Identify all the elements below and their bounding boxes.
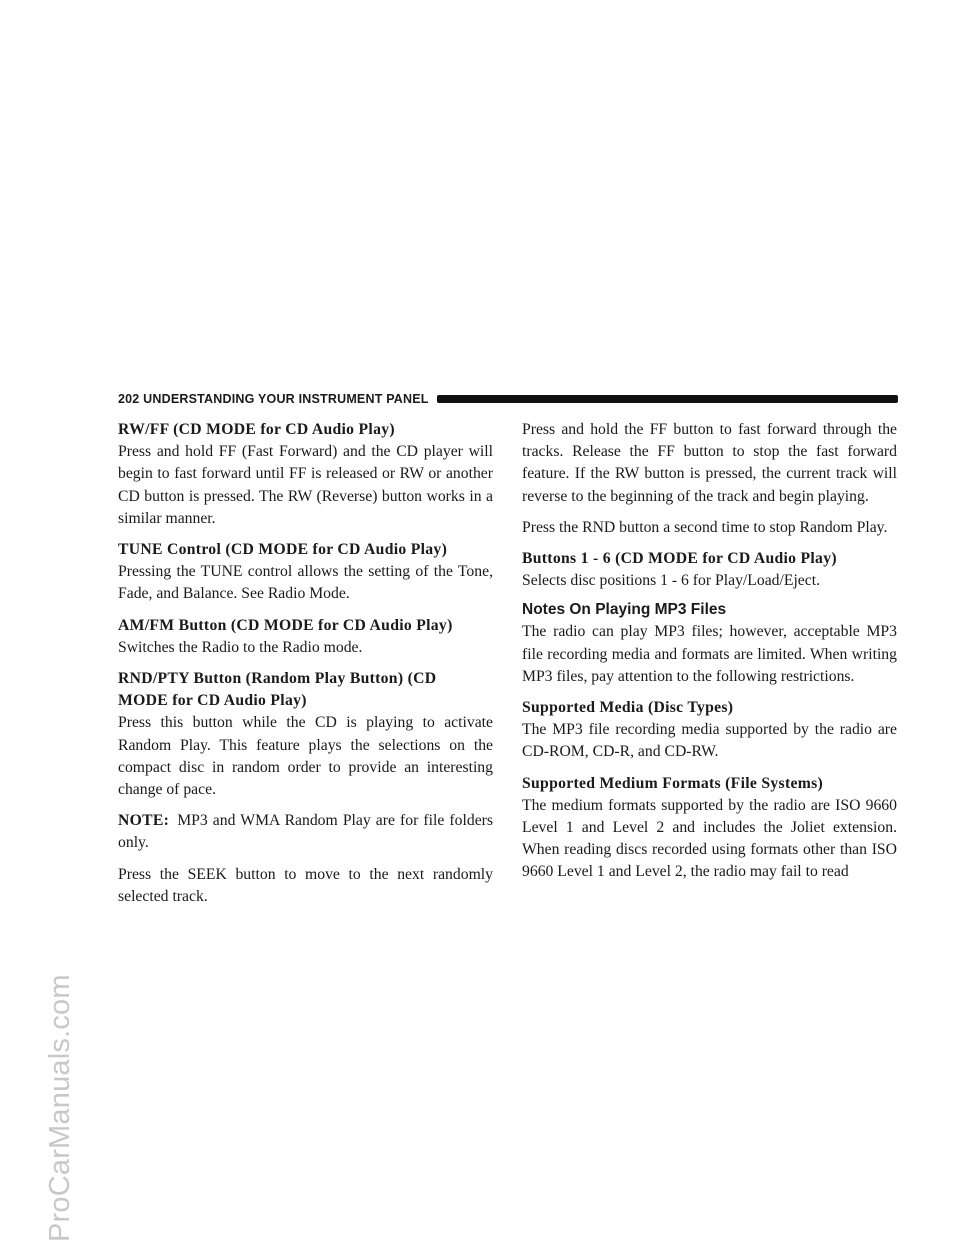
buttons-heading: Buttons 1 - 6 (CD MODE for CD Audio Play) [522, 550, 837, 568]
note-label: NOTE: [118, 812, 170, 830]
seek-paragraph: Press the SEEK button to move to the next randomly selected track. [118, 865, 493, 905]
tune-paragraph: Pressing the TUNE control allows the setting of the Tone, Fade, and Balance. See Radio Mode. [118, 563, 493, 603]
amfm-heading: AM/FM Button (CD MODE for CD Audio Play) [118, 616, 453, 634]
note-paragraph [118, 810, 493, 854]
rnd-heading [118, 668, 493, 712]
header-rule [437, 395, 898, 403]
formats-heading: Supported Medium Formats (File Systems) [522, 774, 824, 792]
media-paragraph: The MP3 file recording media supported by the radio are CD-ROM, CD-R, and CD-RW. [522, 721, 897, 761]
mp3-paragraph: The radio can play MP3 files; however, acceptable MP3 file recording media and formats are limited. When writing MP3 files, pay attention to the following restrictions. [522, 623, 897, 685]
rnd-stop-paragraph: Press the RND button a second time to stop Random Play. [522, 518, 888, 536]
rwff-paragraph: Press and hold FF (Fast Forward) and the CD player will begin to fast forward until FF is released or RW or another CD button is pressed. The RW (Reverse) button works in a similar manner. [118, 443, 493, 527]
amfm-paragraph: Switches the Radio to the Radio mode. [118, 638, 363, 656]
rnd-paragraph: Press this button while the CD is playing to activate Random Play. This feature plays the selections on the compact disc in random order to provide an interesting change of pace. [118, 714, 493, 799]
mp3-heading: Notes On Playing MP3 Files [522, 601, 727, 619]
left-column [118, 419, 493, 908]
section-title: UNDERSTANDING YOUR INSTRUMENT PANEL [143, 392, 429, 406]
watermark: ProCarManuals.com [44, 974, 76, 1242]
page-number: 202 [118, 392, 140, 406]
rwff-heading: RW/FF (CD MODE for CD Audio Play) [118, 421, 395, 438]
ff-paragraph: Press and hold the FF button to fast forward through the tracks. Release the FF button to stop the fast forward feature. If the RW button is pressed, the current track will reverse to the beginning of the track and begin playing. [522, 421, 897, 505]
buttons-paragraph: Selects disc positions 1 - 6 for Play/Load/Eject. [522, 572, 821, 590]
formats-paragraph: The medium formats supported by the radio are ISO 9660 Level 1 and Level 2 and includes the Joliet extension. When reading discs recorded using formats other than ISO 9660 Level 1 and Level 2, the radio may fail to read [522, 796, 897, 881]
rnd-heading-line1: RND/PTY Button (Random Play Button) (CD [118, 670, 437, 688]
rnd-heading-line2: MODE for CD Audio Play) [118, 692, 307, 710]
page-header-text [118, 392, 429, 406]
media-heading: Supported Media (Disc Types) [522, 699, 734, 717]
note-text: MP3 and WMA Random Play are for file folders only. [118, 812, 493, 852]
page-header [118, 390, 898, 408]
right-column [522, 419, 897, 884]
tune-heading: TUNE Control (CD MODE for CD Audio Play) [118, 541, 448, 559]
